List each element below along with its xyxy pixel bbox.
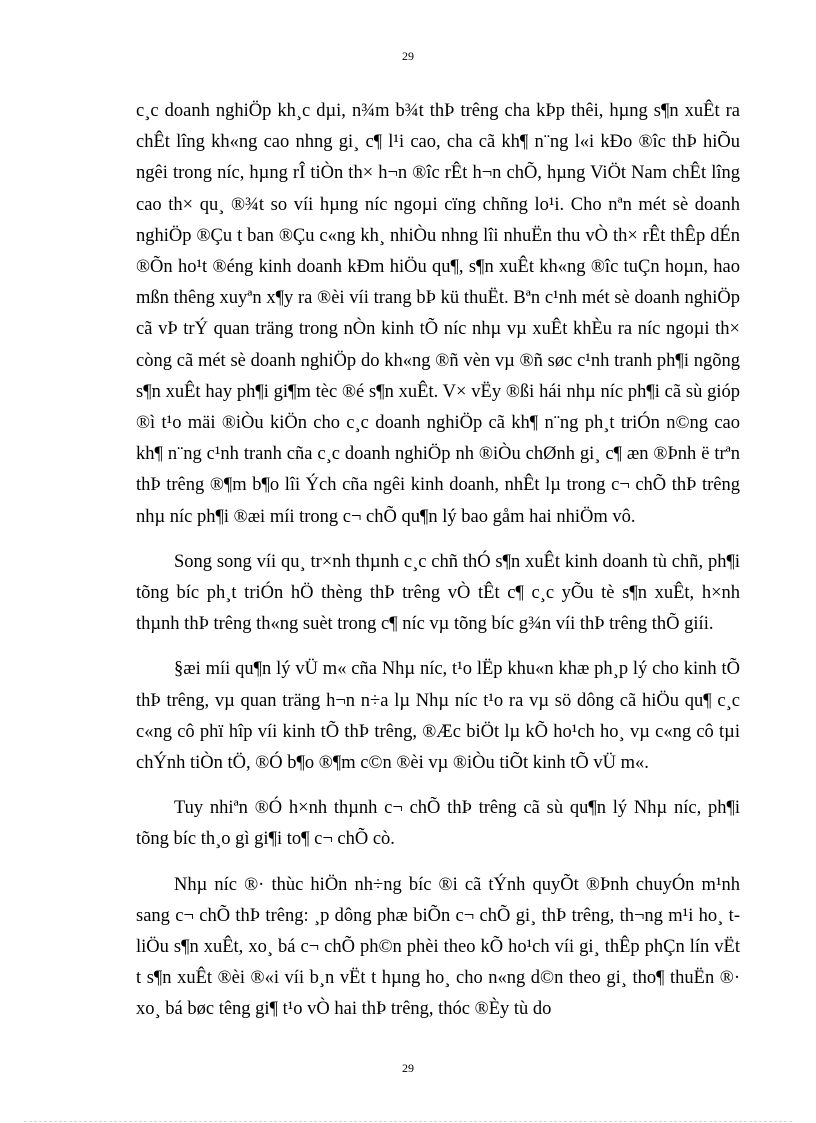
paragraph-3: §æi míi qu¶n lý vÜ m« cña Nhµ níc, t¹o lËp khu«n khæ ph¸p lý cho kinh tÕ thÞ trêng, vµ quan träng h¬n n÷a lµ Nhµ níc t¹o ra vµ sö dông cã hiÖu qu¶ c¸c c«ng cô phï hîp víi kinh tÕ thÞ trêng, ®Æc biÖt lµ kÕ ho¹ch ho¸ vµ c«ng cô tµi chÝnh tiÒn tÖ, ®Ó b¶o ®¶m c©n ®èi vµ ®iÒu tiÕt kinh tÕ vÜ m«.: [136, 659, 740, 774]
page-number-bottom: 29: [402, 1061, 414, 1075]
paragraph-1: c¸c doanh nghiÖp kh¸c dµi, n¾m b¾t thÞ trêng cha kÞp thêi, hµng s¶n xuÊt ra chÊt lîng kh«ng cao nhng gi¸ c¶ l¹i cao, cha cã kh¶ n¨ng l«i kÐo ®îc thÞ hiÕu ngêi trong níc, hµng rÎ tiÒn th× h¬n ®îc rÊt h¬n chÕ, hµng ViÖt Nam chÊt lîng cao th× qu¸ ®¾t so víi hµng níc ngoµi cïng chñng lo¹i. Cho nªn mét sè doanh nghiÖp ®Çu t ban ®Çu c«ng kh¸ nhiÒu nhng lîi nhuËn thu vÒ th× rÊt thÊp dÉn ®Õn ho¹t ®éng kinh doanh kÐm hiÖu qu¶, s¶n xuÊt kh«ng ®îc tuÇn hoµn, hao mßn thêng xuyªn x¶y ra ®èi víi trang bÞ kü thuËt. Bªn c¹nh mét sè doanh nghiÖp cã vÞ trÝ quan träng trong nÒn kinh tÕ níc nhµ vµ xuÊt khÈu ra níc ngoµi th× còng cã mét sè doanh nghiÖp do kh«ng ®ñ vèn vµ ®ñ søc c¹nh tranh ph¶i ngõng s¶n xuÊt hay ph¶i gi¶m tèc ®é s¶n xuÊt. V× vËy ®ßi hái nhµ níc ph¶i cã sù gióp ®ì t¹o mäi ®iÒu kiÖn cho c¸c doanh nghiÖp cã kh¶ n¨ng ph¸t triÓn n©ng cao kh¶ n¨ng c¹nh tranh cña c¸c doanh nghiÖp nh ®iÒu chØnh gi¸ c¶ æn ®Þnh ë trªn thÞ trêng ®¶m b¶o lîi Ých cña ngêi kinh doanh, nhÊt lµ trong c¬ chÕ thÞ trêng nhµ níc ph¶i ®æi míi trong c¬ chÕ qu¶n lý bao gåm hai nhiÖm vô.: [136, 101, 740, 527]
paragraph-5: Nhµ níc ®· thùc hiÖn nh÷ng bíc ®i cã tÝnh quyÕt ®Þnh chuyÓn m¹nh sang c¬ chÕ thÞ trêng: ¸p dông phæ biÕn c¬ chÕ gi¸ thÞ trêng, th¬ng m¹i ho¸ t liÖu s¶n xuÊt, xo¸ bá c¬ chÕ ph©n phèi theo kÕ ho¹ch víi gi¸ thÊp phÇn lín vËt t s¶n xuÊt ®èi ®«i víi b¸n vËt t hµng ho¸ cho n«ng d©n theo gi¸ tho¶ thuËn ®· xo¸ bá bøc têng gi¶ t¹o vÒ hai thÞ trêng, thóc ®Èy tù do: [136, 874, 740, 1020]
paragraph-2: Song song víi qu¸ tr×nh thµnh c¸c chñ thÓ s¶n xuÊt kinh doanh tù chñ, ph¶i tõng bíc ph¸t triÓn hÖ thèng thÞ trêng vÒ tÊt c¶ c¸c yÕu tè s¶n xuÊt, h×nh thµnh thÞ trêng th«ng suèt trong c¶ níc vµ tõng bíc g¾n víi thÞ trêng thÕ giíi.: [136, 551, 740, 635]
paragraph-4: Tuy nhiªn ®Ó h×nh thµnh c¬ chÕ thÞ trêng cã sù qu¶n lý Nhµ níc, ph¶i tõng bíc th¸o gì gi¶i to¶ c¬ chÕ cò.: [136, 798, 740, 850]
page-number-top: 29: [402, 49, 414, 63]
page-bottom-divider: [24, 1121, 792, 1122]
body-text: [136, 96, 740, 1040]
